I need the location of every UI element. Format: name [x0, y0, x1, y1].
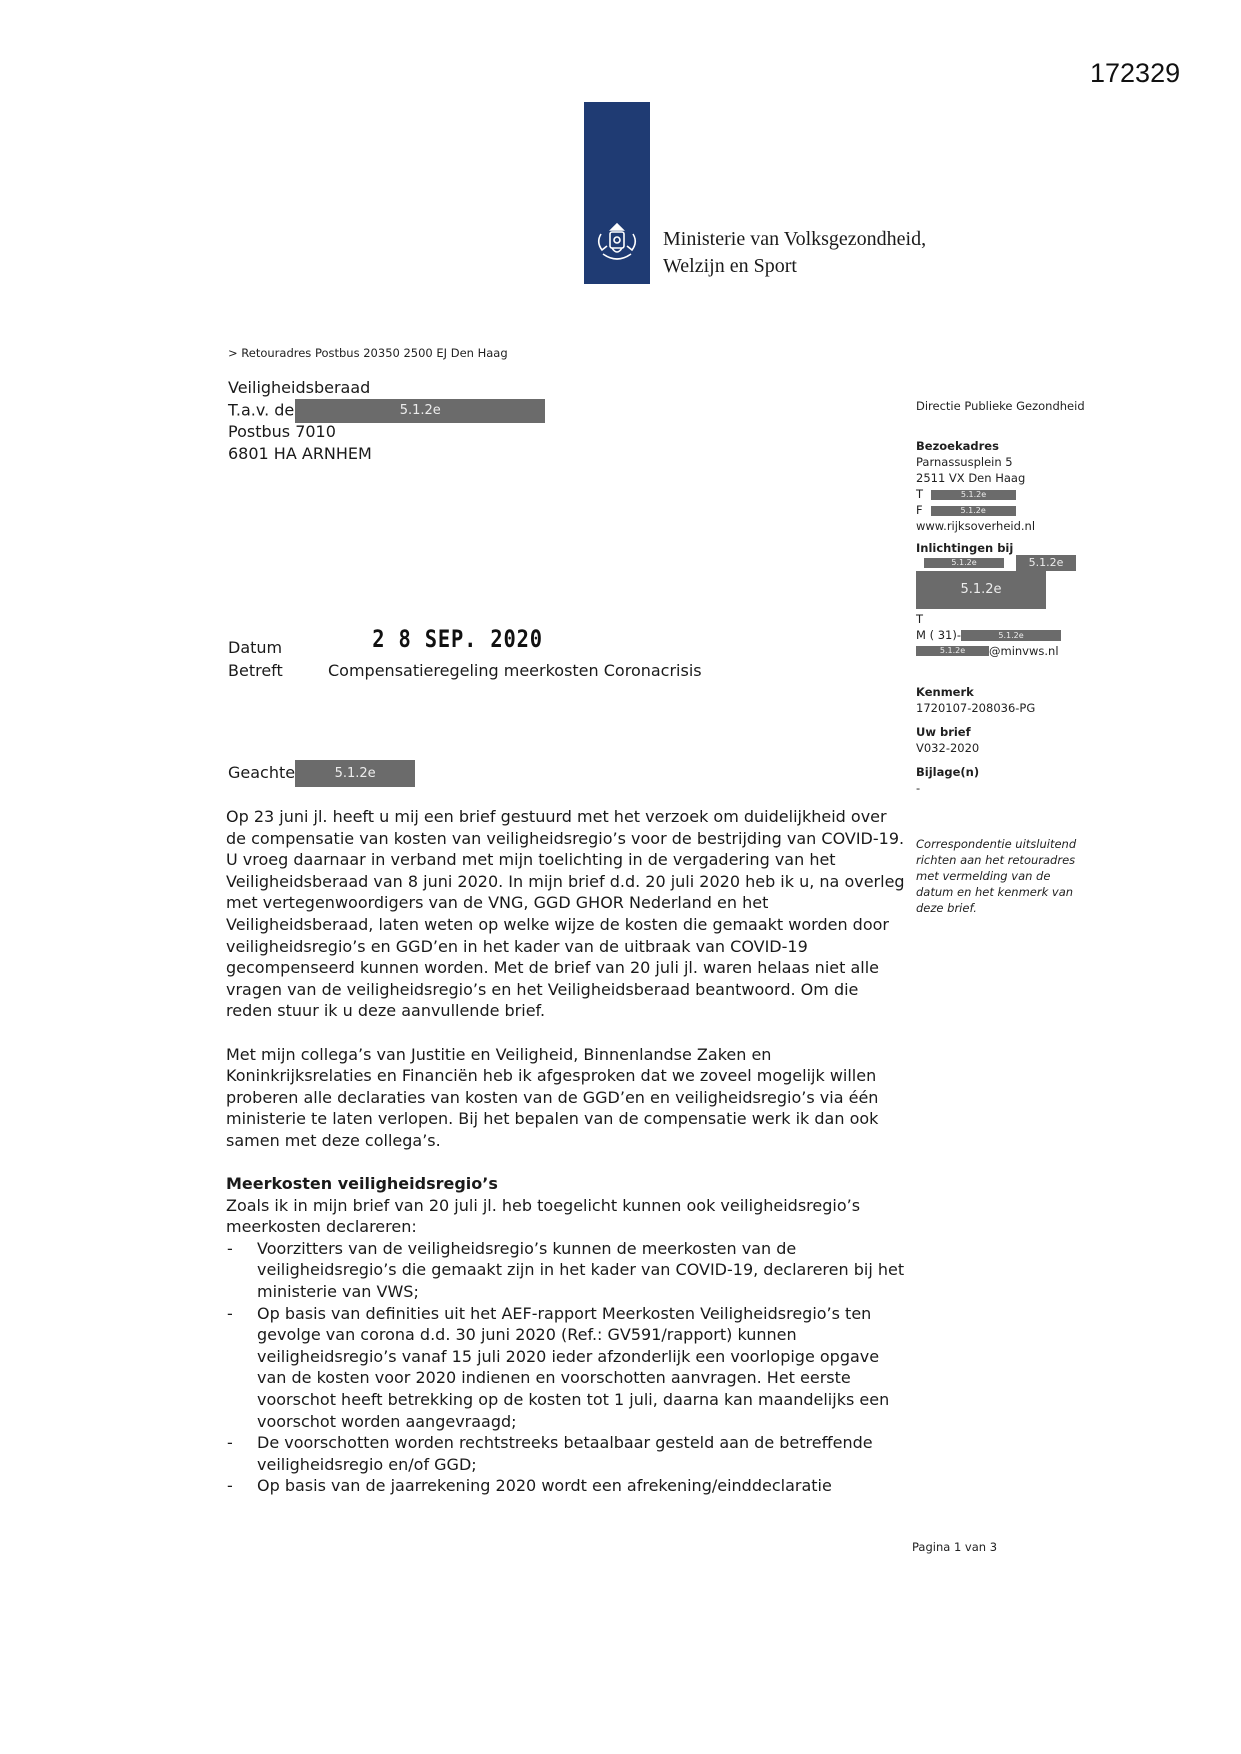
redaction-box: 5.1.2e: [1016, 555, 1076, 571]
recipient-name: Veiligheidsberaad: [228, 378, 371, 397]
inlichtingen-label: Inlichtingen bij: [916, 541, 1014, 555]
section-heading: Meerkosten veiligheidsregio’s: [226, 1174, 498, 1194]
sidebar-directie: Directie Publieke Gezondheid: [916, 399, 1085, 413]
datum-stamp: 2 8 SEP. 2020: [372, 625, 543, 653]
recipient-address: [228, 377, 545, 465]
uw-brief-label: Uw brief: [916, 725, 971, 739]
ministry-logo: [584, 102, 650, 284]
email-row: [916, 643, 1116, 659]
redaction-box: 5.1.2e: [916, 571, 1046, 609]
ministry-name-line1: Ministerie van Volksgezondheid,: [663, 228, 927, 250]
recipient-city: 6801 HA ARNHEM: [228, 444, 372, 463]
list-item: - De voorschotten worden rechtstreeks betaalbaar gesteld aan de betreffende veiligheidsregio en/of GGD;: [226, 1432, 906, 1475]
mobile-label: M ( 31)-: [916, 627, 961, 642]
page-number: Pagina 1 van 3: [912, 1540, 998, 1554]
mobile-row: [916, 627, 1116, 643]
crest-icon: [593, 220, 641, 266]
bijlagen-value: -: [916, 781, 921, 795]
redaction-box: 5.1.2e: [295, 760, 415, 787]
inlichtingen-phone: T: [916, 611, 924, 626]
redaction-box: 5.1.2e: [295, 399, 545, 423]
redaction-box: 5.1.2e: [931, 490, 1016, 500]
betreft-label: Betreft: [228, 661, 283, 680]
salutation-prefix: Geachte: [228, 763, 296, 782]
sidebar-inlichtingen: [916, 540, 1116, 659]
letter-body: [226, 806, 906, 1497]
bullet-list: [226, 1238, 906, 1497]
website: www.rijksoverheid.nl: [916, 519, 1036, 533]
list-item: - Voorzitters van de veiligheidsregio’s kunnen de meerkosten van de veiligheidsregio’s die gemaakt zijn in het kader van COVID-19, declareren bij het ministerie van VWS;: [226, 1238, 906, 1303]
paragraph-3: Zoals ik in mijn brief van 20 juli jl. heb toegelicht kunnen ook veiligheidsregio’s meerkosten declareren:: [226, 1195, 861, 1237]
kenmerk-label: Kenmerk: [916, 685, 974, 699]
ministry-name: [663, 226, 926, 280]
bezoekadres-label: Bezoekadres: [916, 439, 999, 453]
datum-label: Datum: [228, 638, 283, 657]
kenmerk-value: 1720107-208036-PG: [916, 701, 1036, 715]
inlichtingen-redacted-row: [916, 554, 1116, 571]
uw-brief-value: V032-2020: [916, 741, 980, 755]
betreft-row: [228, 659, 702, 682]
fax-label: F: [916, 503, 923, 517]
redaction-box: 5.1.2e: [916, 646, 989, 656]
bijlagen-label: Bijlage(n): [916, 765, 980, 779]
sidebar-references: [916, 684, 1116, 796]
paragraph-1: Op 23 juni jl. heeft u mij een brief gestuurd met het verzoek om duidelijkheid over de compensatie van kosten van veiligheidsregio’s voor de bestrijding van COVID-19. U vroeg daarnaar in verband met mijn toelichting in de vergadering van het Veiligheidsberaad van 8 juni 2020. In mijn brief d.d. 20 juli 2020 heb ik u, na overleg met vertegenwoordigers van de VNG, GGD GHOR Nederland en het Veiligheidsberaad, laten weten op welke wijze de kosten die gemaakt worden door veiligheidsregio’s en GGD’en in het kader van de uitbraak van COVID-19 gecompenseerd kunnen worden. Met de brief van 20 juli jl. waren helaas niet alle vragen van de veiligheidsregio’s en het Veiligheidsberaad beantwoord. Om die reden stuur ik u deze aanvullende brief.: [226, 807, 905, 1021]
attention-prefix: T.a.v. de: [228, 400, 295, 420]
sidebar-bezoekadres: [916, 438, 1116, 534]
bezoekadres-street: Parnassusplein 5: [916, 455, 1013, 469]
redaction-box: 5.1.2e: [931, 506, 1016, 516]
betreft-value: Compensatieregeling meerkosten Coronacrisis: [328, 661, 702, 680]
paragraph-2: Met mijn collega’s van Justitie en Veiligheid, Binnenlandse Zaken en Koninkrijksrelaties en Financiën heb ik afgesproken dat we zoveel mogelijk willen proberen alle declaraties van kosten van de GGD’en en veiligheidsregio’s via één ministerie te laten verlopen. Bij het bepalen van de compensatie werk ik dan ook samen met deze collega’s.: [226, 1044, 879, 1150]
list-item: - Op basis van definities uit het AEF-rapport Meerkosten Veiligheidsregio’s ten gevolge van corona d.d. 30 juni 2020 (Ref.: GV591/rapport) kunnen veiligheidsregio’s vanaf 15 juli 2020 ieder afzonderlijk een voorlopige opgave van de kosten voor 2020 indienen en voorschotten aanvragen. Het eerste voorschot heeft betrekking op de kosten tot 1 juli, daarna kan maandelijks een voorschot worden aangevraagd;: [226, 1303, 906, 1433]
salutation: [228, 760, 415, 787]
ministry-name-line2: Welzijn en Sport: [663, 255, 797, 277]
fax-row: [916, 502, 1116, 518]
letter-meta: [228, 625, 702, 682]
correspondence-note: Correspondentie uitsluitend richten aan het retouradres met vermelding van de datum en het kenmerk van deze brief.: [916, 837, 1077, 915]
bezoekadres-city: 2511 VX Den Haag: [916, 471, 1026, 485]
recipient-postbus: Postbus 7010: [228, 422, 336, 441]
list-item: - Op basis van de jaarrekening 2020 wordt een afrekening/einddeclaratie: [226, 1475, 906, 1497]
document-number: 172329: [1090, 58, 1181, 88]
recipient-attention: [228, 399, 545, 421]
phone-label: T: [916, 487, 924, 501]
phone-row: [916, 486, 1116, 502]
redaction-box: 5.1.2e: [924, 558, 1004, 568]
return-address: > Retouradres Postbus 20350 2500 EJ Den Haag: [228, 346, 508, 360]
email-suffix: @minvws.nl: [989, 643, 1059, 658]
datum-row: [228, 625, 702, 659]
inlichtingen-redacted-block: [916, 571, 1116, 609]
redaction-box: 5.1.2e: [961, 630, 1061, 641]
